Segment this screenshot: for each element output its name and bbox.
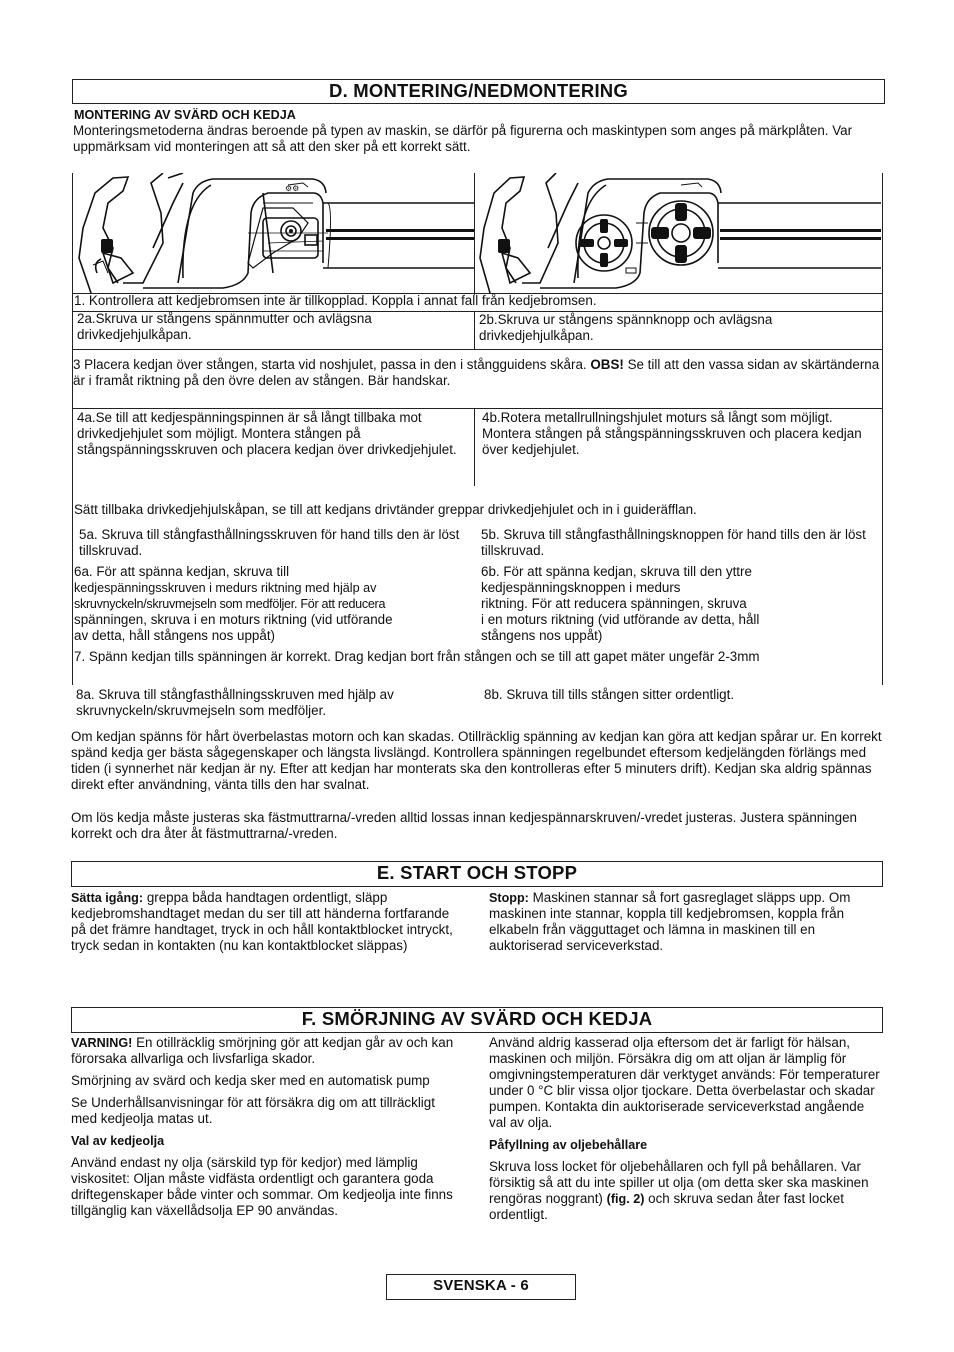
step-6b-line: riktning. För att reducera spänningen, skruva <box>481 596 747 611</box>
step-4a: 4a.Se till att kedjespänningspinnen är så långt tillbaka mot drivkedjehjulet som möjligt. Montera stången på stångspänningsskruven och placera kedjan över drivkedjehjulet. <box>77 410 457 457</box>
refill-text-pre: Skruva loss locket för oljebehållaren och fyll på behållaren. Var försiktig så att du inte spiller ut olja (om detta sker ska maskinen rengöras noggrant) <box>489 1159 869 1206</box>
warning-paragraph <box>71 1035 463 1067</box>
step-3-obs: OBS! <box>590 357 624 372</box>
figure-knob-tensioner <box>476 173 881 293</box>
lubrication-right-column <box>489 1035 881 1223</box>
step-1: 1. Kontrollera att kedjebromsen inte är tillkopplad. Koppla i annat fall från kedjebromsen. <box>74 293 597 308</box>
table-figure-divider <box>474 173 475 295</box>
warning-label: VARNING! <box>71 1036 133 1050</box>
step-3-text: 3 Placera kedjan över stången, starta vid noshjulet, passa in den i stångguidens skåra. <box>73 357 587 372</box>
step-8a: 8a. Skruva till stångfasthållningsskruven med hjälp av skruvnyckeln/skruvmejseln som medföljer. <box>76 687 394 718</box>
stop-text: Maskinen stannar så fort gasreglaget släpps upp. Om maskinen inte stannar, koppla till kedjebromsen, koppla från elkabeln från vägguttaget och lämna in maskinen till en auktoriserad serviceverkstad. <box>489 890 851 953</box>
step-8b: 8b. Skruva till tills stången sitter ordentligt. <box>484 687 735 702</box>
page-number-label: SVENSKA - 6 <box>433 1277 529 1294</box>
section-d-header <box>72 79 885 104</box>
table-line <box>72 408 883 409</box>
step-6b-line: kedjespänningsknoppen i medurs <box>481 580 681 595</box>
step-7: 7. Spänn kedjan tills spänningen är korrekt. Drag kedjan bort från stången och se till att gapet mäter ungefär 2-3mm <box>74 649 760 664</box>
step-6a-line: kedjespänningsskruven i medurs riktning med hjälp av <box>74 581 377 595</box>
step-2a: 2a.Skruva ur stångens spännmutter och avlägsna drivkedjehjulkåpan. <box>77 311 372 342</box>
disposal-text: Använd aldrig kasserad olja eftersom det är farligt för hälsan, maskinen och miljön. Försäkra dig om att oljan är lämplig för omgivningstemperaturen där verktyget används: För temperaturer under 0 °C blir vissa oljor tjockare. Detta överbelastar och skadar pumpen. Kontakta din auktoriserade serviceverkstad angående val av olja. <box>489 1035 880 1130</box>
start-label: Sätta igång: <box>71 891 144 905</box>
step-6a-line: av detta, håll stångens nos uppåt) <box>74 628 275 643</box>
table-right-border <box>882 173 883 685</box>
figure-nut-tensioner <box>73 173 474 293</box>
section-f-header <box>71 1007 883 1033</box>
warning-text: En otillräcklig smörjning gör att kedjan går av och kan förorsaka allvarliga och livsfarliga skador. <box>71 1035 454 1066</box>
table-divider <box>474 311 475 349</box>
step-6a-line: 6a. För att spänna kedjan, skruva till <box>74 564 290 579</box>
stop-instructions <box>489 890 881 954</box>
step-6b <box>481 564 877 644</box>
step-6b-line: stångens nos uppåt) <box>481 628 603 643</box>
step-cover: Sätt tillbaka drivkedjehjulskåpan, se till att kedjans drivtänder greppar drivkedjehjulet och in i guideräfflan. <box>74 502 697 517</box>
auto-pump-text: Smörjning av svärd och kedja sker med en automatisk pump <box>71 1073 430 1088</box>
adjust-paragraph: Om lös kedja måste justeras ska fästmuttrarna/-vreden alltid lossas innan kedjespännarskruven/-vredet justeras. Justera spänningen korrekt och dra åter åt fästmuttrarna/-vreden. <box>71 810 857 841</box>
section-d-title: D. MONTERING/NEDMONTERING <box>329 80 628 101</box>
step-2b: 2b.Skruva ur stångens spännknopp och avlägsna drivkedjehjulkåpan. <box>479 312 773 343</box>
start-text: greppa båda handtagen ordentligt, släpp kedjebromshandtaget medan du ser till att händerna fortfarande på det främre handtaget, tryck in och håll kontaktblocket intryckt, tryck sedan in kontakten (nu kan kontaktblocket släppas) <box>71 890 453 953</box>
step-6b-line: i en moturs riktning (vid utförande av detta, håll <box>481 612 760 627</box>
lubrication-left-column <box>71 1035 463 1219</box>
mounting-subtitle: MONTERING AV SVÄRD OCH KEDJA <box>74 108 296 122</box>
step-3-text-post: Se till att den vassa sidan av skärtänderna är i framåt riktning på den övre delen av stången. Bär handskar. <box>73 357 880 388</box>
oil-text: Använd endast ny olja (särskild typ för kedjor) med lämplig viskositet: Oljan måste vidfästa ordentligt och garantera goda driftegenskaper både vinter och sommar. Om kedjeolja inte finns tillgänglig kan växellådsolja EP 90 användas. <box>71 1155 453 1218</box>
start-instructions <box>71 890 463 954</box>
section-f-title: F. SMÖRJNING AV SVÄRD OCH KEDJA <box>301 1008 653 1029</box>
step-6a-line: spänningen, skruva i en moturs riktning (vid utförande <box>74 612 393 627</box>
chainsaw-nut-icon <box>73 173 474 293</box>
stop-label: Stopp: <box>489 891 529 905</box>
chainsaw-knob-icon <box>476 173 881 293</box>
refill-heading: Påfyllning av oljebehållare <box>489 1138 648 1152</box>
section-e-title: E. START OCH STOPP <box>376 862 578 883</box>
refill-fig-ref: (fig. 2) <box>606 1192 645 1206</box>
step-5a: 5a. Skruva till stångfasthållningsskruven för hand tills den är löst tillskruvad. <box>79 527 460 558</box>
svg-text:⚙⚙: ⚙⚙ <box>285 184 300 193</box>
page-footer <box>386 1274 576 1300</box>
table-left-border <box>72 173 73 685</box>
step-6a <box>74 564 474 644</box>
refill-text <box>489 1159 881 1223</box>
table-divider <box>474 408 475 486</box>
step-5b: 5b. Skruva till stångfasthållningsknoppen för hand tills den är löst tillskruvad. <box>481 527 866 558</box>
tension-paragraph: Om kedjan spänns för hårt överbelastas motorn och kan skadas. Otillräcklig spänning av kedjan kan göra att kedjan spårar ur. En korrekt spänd kedja ger bästa sågegenskaper och längsta livslängd. Kontrollera spänningen regelbundet eftersom kedjelängden förlängs med tiden (i synnerhet när kedjan är ny. Efter att kedjan har monterats ska den kontrolleras efter 5 minuters drift). Kedjan ska aldrig spännas direkt efter användning, vänta tills den har svalnat. <box>71 729 882 792</box>
oil-heading: Val av kedjeolja <box>71 1134 165 1148</box>
section-e-header <box>71 861 883 887</box>
step-4b: 4b.Rotera metallrullningshjulet moturs så långt som möjligt. Montera stången på stångspänningsskruven och placera kedjan över kedjehjulet. <box>482 410 862 457</box>
refill-text-post: och skruva sedan åter fast locket ordentligt. <box>489 1191 844 1222</box>
step-3 <box>73 357 881 389</box>
maintenance-text: Se Underhållsanvisningar för att försäkra dig om att tillräckligt med kedjeolja matas ut. <box>71 1095 435 1126</box>
step-6b-line: 6b. För att spänna kedjan, skruva till den yttre <box>481 564 752 579</box>
step-6a-line: skruvnyckeln/skruvmejseln som medföljer. För att reducera <box>74 597 386 611</box>
table-line <box>72 349 883 350</box>
mounting-intro: Monteringsmetoderna ändras beroende på typen av maskin, se därför på figurerna och maskintypen som anges på märkplåten. Var uppmärksam vid monteringen att så att den sker på ett korrekt sätt. <box>73 123 853 154</box>
